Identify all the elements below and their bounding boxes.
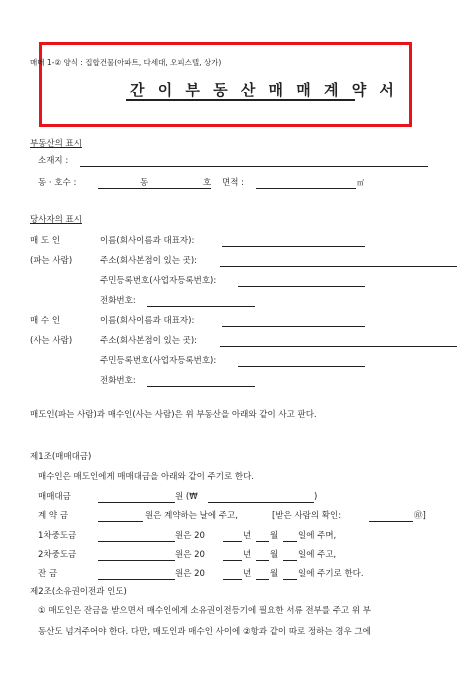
price-numeric-field[interactable] [208, 502, 314, 503]
article2-line1: ① 매도인은 잔금을 받으면서 매수인에게 소유권이전등기에 필요한 서류 전부를 주고 위 부 [38, 606, 371, 616]
unit-field[interactable] [98, 188, 211, 189]
balance-day[interactable] [283, 579, 297, 580]
address-label: 소재지 : [38, 156, 69, 166]
seller-phone-field[interactable] [147, 306, 255, 307]
second-interim-end: 일에 주고, [298, 550, 337, 560]
buyer-name-label: 이름(회사이름과 대표자): [100, 316, 195, 326]
seller-phone-label: 전화번호: [100, 296, 136, 306]
article1-desc: 매수인은 매도인에게 매매대금을 아래와 같이 주기로 한다. [38, 472, 254, 482]
deposit-field[interactable] [98, 521, 143, 522]
price-close: ) [314, 492, 318, 502]
second-interim-month[interactable] [256, 560, 269, 561]
article1-heading: 제1조(매매대금) [30, 452, 92, 462]
deposit-text: 원은 계약하는 날에 주고, [145, 511, 238, 521]
article2-line2: 동산도 넘겨주어야 한다. 다만, 매도인과 매수인 사이에 ②항과 같이 따로 정하는 경우 그에 [38, 627, 371, 637]
buyer-id-label: 주민등록번호(사업자등록번호): [100, 356, 217, 366]
unit-label: 동 · 호수 : [38, 178, 77, 188]
balance-end: 일에 주기로 한다. [298, 569, 364, 579]
first-interim-year[interactable] [223, 541, 242, 542]
first-interim-label: 1차중도금 [38, 531, 77, 541]
seller-sub-label: (파는 사람) [30, 256, 73, 266]
first-interim-wol: 월 [270, 531, 279, 541]
document-title: 간 이 부 동 산 매 매 계 약 서 [130, 81, 398, 99]
second-interim-day[interactable] [283, 560, 297, 561]
buyer-name-field[interactable] [222, 326, 365, 327]
seller-name-label: 이름(회사이름과 대표자): [100, 236, 195, 246]
second-interim-amount[interactable] [98, 560, 175, 561]
price-won: 원 (₩ [175, 492, 198, 502]
buyer-id-field[interactable] [238, 366, 365, 367]
second-interim-nyeon: 년 [243, 550, 252, 560]
deposit-label: 계 약 금 [38, 511, 69, 521]
buyer-phone-field[interactable] [147, 386, 255, 387]
balance-won-year: 원은 20 [175, 569, 205, 579]
buyer-sub-label: (사는 사람) [30, 336, 73, 346]
receipt-label: [받은 사람의 확인: [272, 511, 342, 521]
ho-label: 호 [203, 178, 212, 188]
first-interim-nyeon: 년 [243, 531, 252, 541]
buyer-address-field[interactable] [220, 346, 457, 347]
first-interim-amount[interactable] [98, 541, 175, 542]
seller-id-field[interactable] [238, 286, 365, 287]
first-interim-end: 일에 주며, [298, 531, 337, 541]
second-interim-label: 2차중도금 [38, 550, 77, 560]
price-field[interactable] [98, 502, 175, 503]
dong-label: 동 [140, 178, 149, 188]
price-label: 매매대금 [38, 492, 71, 502]
seller-id-label: 주민등록번호(사업자등록번호): [100, 276, 217, 286]
balance-amount[interactable] [98, 579, 175, 580]
second-interim-year[interactable] [223, 560, 242, 561]
form-note: 매매 1-② 양식 : 집합건물(아파트, 다세대, 오피스텔, 상가) [30, 58, 222, 67]
seal-mark: ㊞] [414, 511, 426, 521]
property-heading: 부동산의 표시 [30, 139, 82, 149]
balance-nyeon: 년 [243, 569, 252, 579]
second-interim-won-year: 원은 20 [175, 550, 205, 560]
seller-name-field[interactable] [222, 246, 365, 247]
receipt-field[interactable] [369, 521, 413, 522]
intro-text: 매도인(파는 사람)과 매수인(사는 사람)은 위 부동산을 아래와 같이 사고 판다. [30, 410, 317, 420]
first-interim-won-year: 원은 20 [175, 531, 205, 541]
seller-label: 매 도 인 [30, 236, 61, 246]
article2-heading: 제2조(소유권이전과 인도) [30, 587, 127, 597]
parties-heading: 당사자의 표시 [30, 215, 82, 225]
buyer-label: 매 수 인 [30, 316, 61, 326]
area-unit: ㎡ [357, 179, 364, 187]
buyer-address-label: 주소(회사본점이 있는 곳): [100, 336, 198, 346]
first-interim-day[interactable] [283, 541, 297, 542]
seller-address-label: 주소(회사본점이 있는 곳): [100, 256, 198, 266]
balance-year[interactable] [223, 579, 242, 580]
buyer-phone-label: 전화번호: [100, 376, 136, 386]
balance-wol: 월 [270, 569, 279, 579]
area-label: 면적 : [222, 178, 244, 188]
seller-address-field[interactable] [220, 266, 457, 267]
second-interim-wol: 월 [270, 550, 279, 560]
balance-month[interactable] [256, 579, 269, 580]
balance-label: 잔 금 [38, 569, 58, 579]
first-interim-month[interactable] [256, 541, 269, 542]
area-field[interactable] [256, 188, 356, 189]
address-field[interactable] [80, 166, 428, 167]
